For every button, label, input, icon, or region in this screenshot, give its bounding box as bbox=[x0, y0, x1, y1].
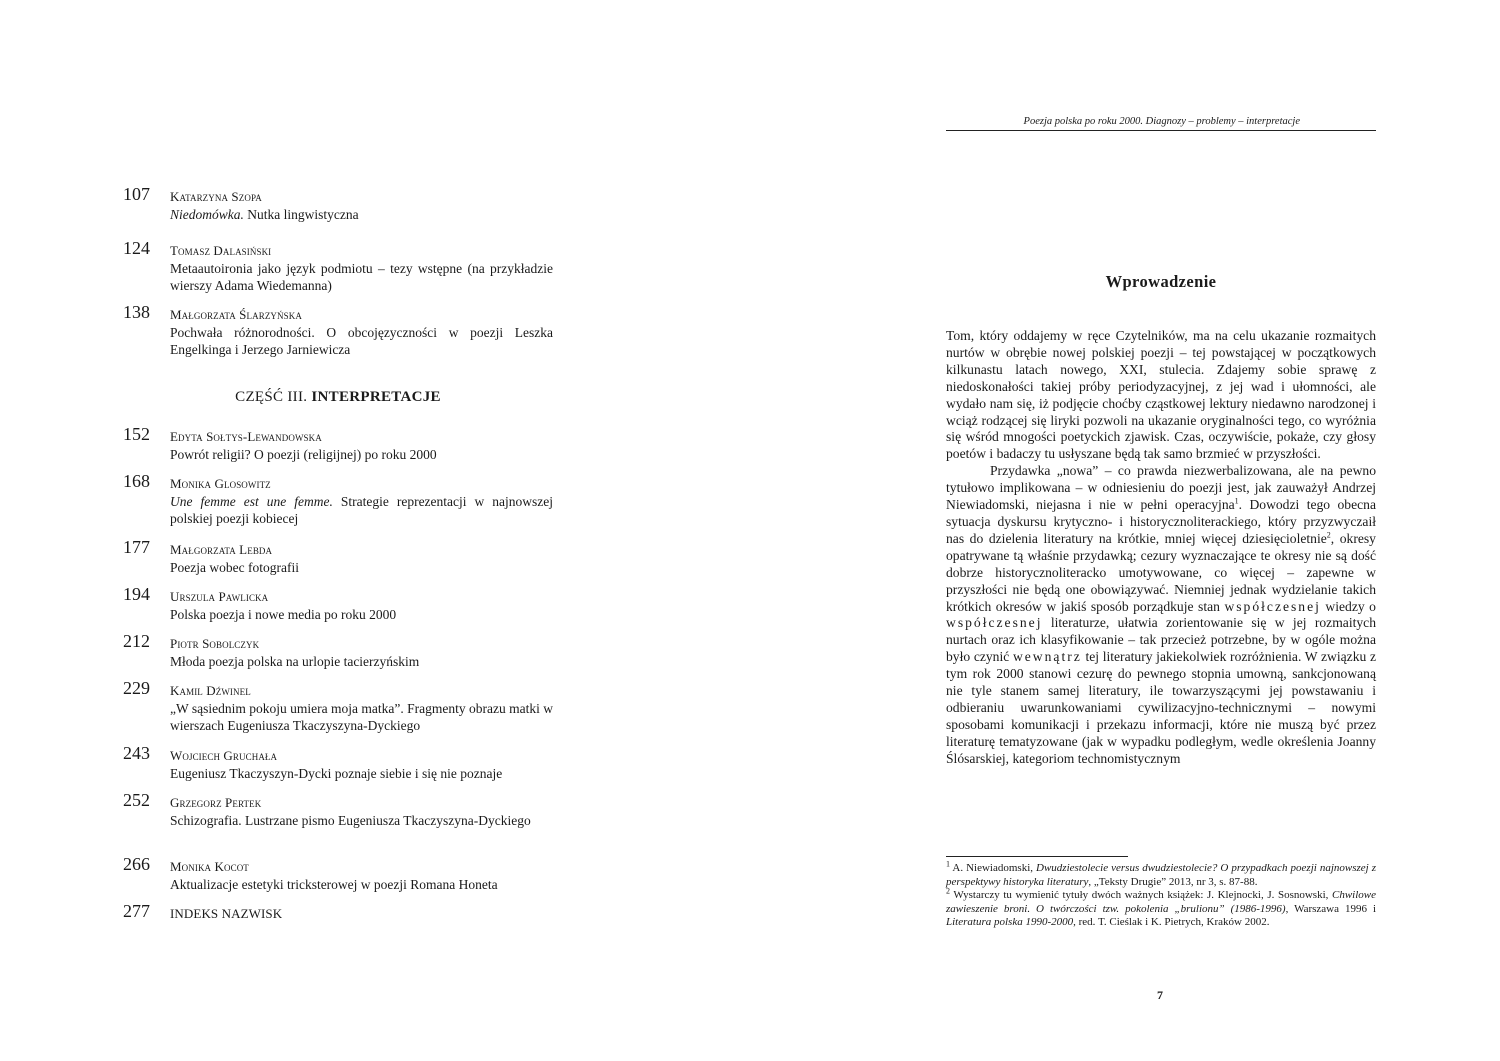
toc-author: Piotr Sobolczyk bbox=[170, 636, 260, 651]
table-of-contents-part-a bbox=[123, 184, 553, 358]
toc-title: Eugeniusz Tkaczyszyn-Dycki poznaje siebie i się nie poznaje bbox=[170, 766, 503, 781]
running-head: Poezja polska po roku 2000. Diagnozy – problemy – interpretacje bbox=[1023, 116, 1300, 127]
toc-title: „W sąsiednim pokoju umiera moja matka”. Fragmenty obrazu matki w wierszach Eugeniusza Tkaczyszyna-Dyckiego bbox=[170, 701, 553, 733]
toc-page-number: 229 bbox=[123, 678, 150, 698]
footnote: $^2$ Wystarczy tu wymienić tytuły dwóch ważnych książek: J. Klejnocki, J. Sosnowski, Chwilowe zawieszenie broni. O twórczości tzw. pokolenia „brulionu” (1986-1996), Warszawa 1996 i Literatura polska 1990-2000, red. T. Cieślak i K. Pietrych, Kraków 2002. bbox=[946, 886, 1377, 928]
toc-author: Katarzyna Szopa bbox=[170, 189, 262, 204]
toc-title: Schizografia. Lustrzane pismo Eugeniusza Tkaczyszyna-Dyckiego bbox=[170, 813, 531, 828]
toc-entry[interactable] bbox=[123, 184, 553, 242]
toc-title: Poezja wobec fotografii bbox=[170, 560, 299, 575]
toc-title: Powrót religii? O poezji (religijnej) po roku 2000 bbox=[170, 447, 437, 462]
toc-title: Pochwała różnorodności. O obcojęzyczności w poezji Leszka Engelkinga i Jerzego Jarniewicza bbox=[170, 325, 553, 357]
toc-page-number: 243 bbox=[123, 743, 150, 763]
chapter-heading: Wprowadzenie bbox=[1105, 272, 1217, 291]
toc-author: Grzegorz Pertek bbox=[170, 795, 262, 810]
toc-author: Urszula Pawlicka bbox=[170, 589, 269, 604]
toc-entry[interactable] bbox=[123, 471, 554, 541]
toc-page-number: 152 bbox=[123, 424, 150, 444]
footnote-ref[interactable]: 1 bbox=[1234, 496, 1239, 506]
toc-entry[interactable] bbox=[123, 743, 553, 794]
toc-author: Wojciech Gruchała bbox=[170, 748, 278, 763]
toc-author: Monika Glosowitz bbox=[170, 476, 271, 491]
toc-title: Niedomówka. Nutka lingwistyczna bbox=[170, 207, 359, 222]
toc-page-number: 252 bbox=[123, 790, 150, 810]
toc-entry[interactable] bbox=[123, 424, 553, 475]
toc-page-number: 194 bbox=[123, 584, 150, 604]
footnotes bbox=[946, 859, 1377, 930]
toc-entry[interactable] bbox=[123, 302, 553, 358]
toc-entry[interactable] bbox=[123, 537, 553, 588]
toc-author: Małgorzata Ślarzyńska bbox=[170, 307, 302, 322]
toc-author: Kamil Dźwinel bbox=[170, 683, 251, 698]
toc-author: Monika Kocot bbox=[170, 859, 249, 874]
toc-page-number: 277 bbox=[123, 901, 150, 921]
toc-page-number: 266 bbox=[123, 854, 150, 874]
page-number: 7 bbox=[1157, 988, 1163, 1002]
toc-page-number: 107 bbox=[123, 184, 150, 204]
toc-page-number: 138 bbox=[123, 302, 150, 322]
toc-entry[interactable] bbox=[123, 678, 553, 747]
toc-entry-index[interactable] bbox=[123, 901, 553, 923]
toc-author: Edyta Sołtys-Lewandowska bbox=[170, 429, 322, 444]
toc-entry[interactable] bbox=[123, 631, 553, 682]
body-text bbox=[946, 328, 1376, 768]
paragraph: Tom, który oddajemy w ręce Czytelników, ma na celu ukazanie rozmaitych nurtów w obrębie nowej polskiej poezji – tej powstającej w początkowych kilkunastu latach nowego, XXI, stulecia. Zdajemy sobie sprawę z niedoskonałości takiej próby periodyzacyjnej, z jej wad i ułomności, ale wydało nam się, iż podjęcie choćby cząstkowej lektury niedawno narodzonej i wciąż rodzącej się liryki pozwoli na ukazanie oryginalności tego, co wyróżnia się wśród mnogości poetyckich zjawisk. Czas, oczywiście, pokaże, czy głosy poetów i badaczy tu usłyszane będą tak samo brzmieć w przyszłości. bbox=[946, 328, 1376, 462]
footnote-ref[interactable]: 2 bbox=[1326, 530, 1331, 540]
toc-page-number: 124 bbox=[123, 238, 150, 258]
toc-entry[interactable] bbox=[123, 790, 553, 858]
toc-page-number: 168 bbox=[123, 471, 150, 491]
toc-title: Metaautoironia jako język podmiotu – tezy wstępne (na przykładzie wierszy Adama Wiedemanna) bbox=[170, 261, 553, 293]
toc-page-number: 212 bbox=[123, 631, 150, 651]
toc-section-heading: CZĘŚĆ III. INTERPRETACJE bbox=[235, 389, 441, 405]
toc-title: Młoda poezja polska na urlopie tacierzyńskim bbox=[170, 654, 420, 669]
header-rule bbox=[946, 130, 1376, 131]
toc-author: Tomasz Dalasiński bbox=[170, 243, 272, 258]
toc-index-label: INDEKS NAZWISK bbox=[170, 906, 283, 921]
toc-entry[interactable] bbox=[123, 854, 553, 905]
footnote-rule bbox=[946, 856, 1128, 857]
table-of-contents-part-b bbox=[123, 424, 554, 923]
toc-title: Une femme est une femme. Strategie reprezentacji w najnowszej polskiej poezji kobiecej bbox=[170, 494, 554, 526]
paragraph: Przydawka „nowa” – co prawda niezwerbalizowana, ale na pewno tytułowo implikowana – w odniesieniu do poezji jest, jak zauważył Andrzej Niewiadomski, niejasna i nie w pełni operacyjna$^1$. Dowodzi tego obecna sytuacja dyskursu krytyczno- i historycznoliterackiego, który przyzwyczaił nas do dzielenia literatury na krótkie, mniej więcej dziesięcioletnie$^2$, okresy opatrywane tą właśnie przydawką; cezury wyznaczające te okresy nie są dość dobrze historycznoliteracko umotywowane, co więcej – zapewne w przyszłości nie będą one obowiązywać. Niemniej jednak wydzielanie takich krótkich okresów w jakiś sposób porządkuje stan współczesnej wiedzy o współczesnej literaturze, ułatwia zorientowanie się w jej rozmaitych nurtach oraz ich klasyfikowanie – tak przecież potrzebne, by w ogóle można było czynić wewnątrz tej literatury jakiekolwiek rozróżnienia. W związku z tym rok 2000 stanowi cezurę do pewnego stopnia umowną, sankcjonowaną nie tyle stanem samej literatury, ile towarzyszącymi jej powstawaniu i odbieraniu uwarunkowaniami cywilizacyjno-technicznymi – nowymi sposobami komunikacji i przekazu informacji, które nie muszą być przez literaturę tematyzowane (jak w wypadku podległym, wedle określenia Joanny Ślósarskiej, kategoriom technomistycznym bbox=[946, 463, 1376, 766]
toc-title: Polska poezja i nowe media po roku 2000 bbox=[170, 607, 397, 622]
footnote: $^1$ A. Niewiadomski, Dwudziestolecie versus dwudziestolecie? O przypadkach poezji najnowszej z perspektywy historyka literatury, „Teksty Drugie” 2013, nr 3, s. 87-88. bbox=[946, 859, 1376, 888]
toc-page-number: 177 bbox=[123, 537, 150, 557]
toc-entry[interactable] bbox=[123, 584, 553, 635]
toc-title: Aktualizacje estetyki tricksterowej w poezji Romana Honeta bbox=[170, 877, 498, 892]
toc-entry[interactable] bbox=[123, 238, 553, 306]
toc-author: Małgorzata Lebda bbox=[170, 542, 273, 557]
